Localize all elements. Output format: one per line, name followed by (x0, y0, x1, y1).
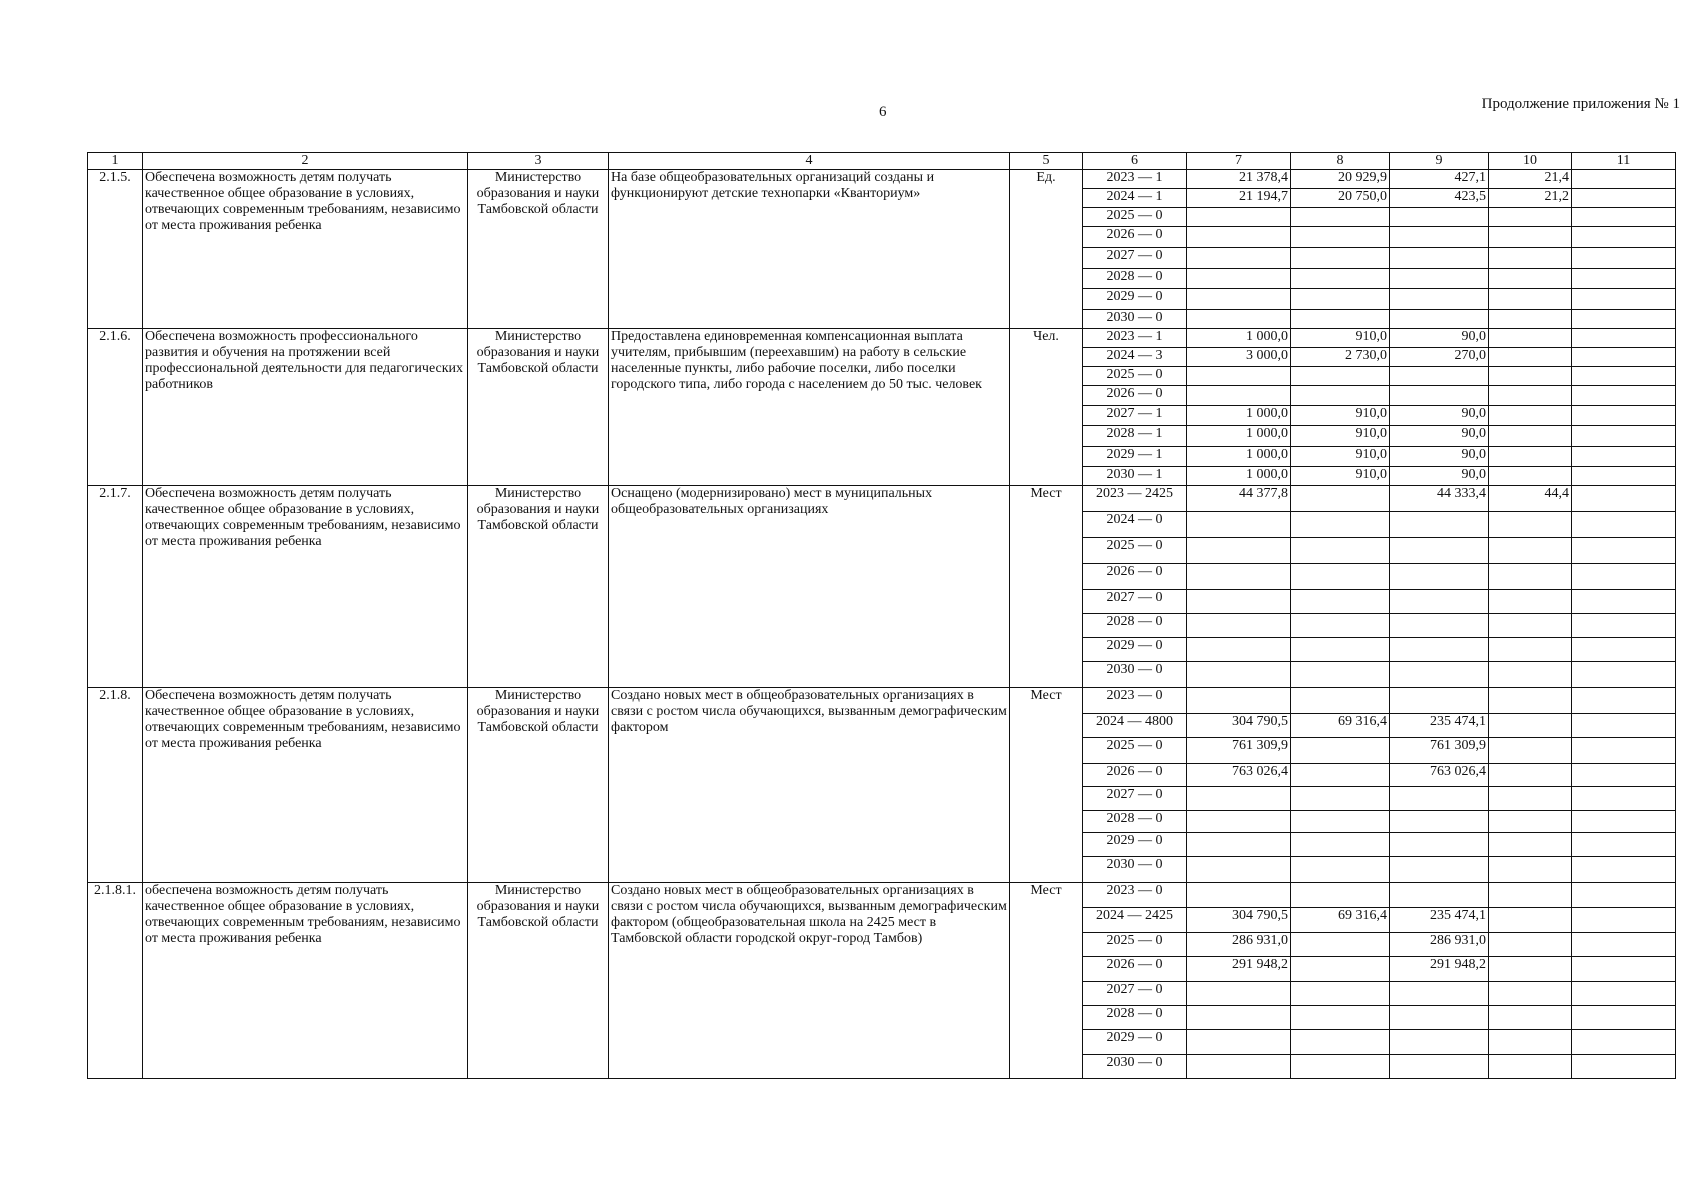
amount-total: 1 000,0 (1187, 467, 1291, 486)
amount-other (1572, 883, 1676, 908)
amount-other (1572, 688, 1676, 714)
amount-local (1489, 662, 1572, 688)
amount-other (1572, 170, 1676, 189)
amount-total (1187, 857, 1291, 883)
amount-other (1572, 189, 1676, 208)
amount-regional (1390, 367, 1489, 386)
header-col-4: 4 (609, 153, 1010, 170)
amount-local (1489, 564, 1572, 590)
expected-result: Обеспечена возможность детям получать качественное общее образование в условиях, отвечающих современным требованиям, независимо от места проживания ребенка (143, 688, 468, 883)
amount-total: 1 000,0 (1187, 329, 1291, 348)
amount-regional (1390, 564, 1489, 590)
year-value: 2030 — 1 (1083, 467, 1187, 486)
year-value: 2030 — 0 (1083, 857, 1187, 883)
amount-local (1489, 310, 1572, 329)
amount-local (1489, 833, 1572, 857)
year-value: 2025 — 0 (1083, 538, 1187, 564)
amount-total (1187, 638, 1291, 662)
year-value: 2029 — 0 (1083, 833, 1187, 857)
year-value: 2029 — 0 (1083, 638, 1187, 662)
amount-local (1489, 957, 1572, 982)
amount-local (1489, 811, 1572, 833)
year-value: 2028 — 0 (1083, 614, 1187, 638)
amount-local: 21,2 (1489, 189, 1572, 208)
year-value: 2026 — 0 (1083, 564, 1187, 590)
amount-federal (1291, 982, 1390, 1006)
header-col-11: 11 (1572, 153, 1676, 170)
amount-other (1572, 714, 1676, 738)
expected-result: Обеспечена возможность детям получать качественное общее образование в условиях, отвечающих современным требованиям, независимо от места проживания ребенка (143, 486, 468, 688)
amount-other (1572, 248, 1676, 269)
table-row (88, 883, 1676, 908)
amount-other (1572, 811, 1676, 833)
amount-other (1572, 662, 1676, 688)
year-value: 2029 — 0 (1083, 1030, 1187, 1055)
expected-result: обеспечена возможность детям получать качественное общее образование в условиях, отвечающих современным требованиям, независимо от места проживания ребенка (143, 883, 468, 1079)
year-value: 2026 — 0 (1083, 386, 1187, 406)
amount-federal (1291, 638, 1390, 662)
responsible-executor: Министерство образования и науки Тамбовской области (468, 883, 609, 1079)
amount-other (1572, 467, 1676, 486)
amount-federal (1291, 367, 1390, 386)
measure-group (88, 688, 1676, 883)
year-value: 2024 — 3 (1083, 348, 1187, 367)
amount-federal (1291, 1055, 1390, 1079)
table-row (88, 170, 1676, 189)
year-value: 2025 — 0 (1083, 208, 1187, 227)
amount-other (1572, 406, 1676, 426)
measure-group (88, 329, 1676, 486)
amount-local (1489, 857, 1572, 883)
amount-regional (1390, 857, 1489, 883)
amount-regional: 763 026,4 (1390, 764, 1489, 787)
amount-regional (1390, 269, 1489, 289)
amount-local (1489, 208, 1572, 227)
measure-number: 2.1.8. (88, 688, 143, 883)
amount-other (1572, 614, 1676, 638)
year-value: 2030 — 0 (1083, 662, 1187, 688)
indicator-name: Оснащено (модернизировано) мест в муниципальных общеобразовательных организациях (609, 486, 1010, 688)
amount-total: 3 000,0 (1187, 348, 1291, 367)
year-value: 2024 — 2425 (1083, 908, 1187, 933)
amount-total (1187, 289, 1291, 310)
amount-total (1187, 512, 1291, 538)
amount-regional (1390, 590, 1489, 614)
amount-regional (1390, 310, 1489, 329)
amount-regional: 291 948,2 (1390, 957, 1489, 982)
amount-local (1489, 982, 1572, 1006)
year-value: 2027 — 0 (1083, 590, 1187, 614)
amount-other (1572, 638, 1676, 662)
table-row (88, 486, 1676, 512)
year-value: 2028 — 0 (1083, 1006, 1187, 1030)
amount-regional: 90,0 (1390, 447, 1489, 467)
amount-local (1489, 688, 1572, 714)
amount-federal: 910,0 (1291, 467, 1390, 486)
header-col-2: 2 (143, 153, 468, 170)
amount-total (1187, 564, 1291, 590)
amount-regional (1390, 512, 1489, 538)
year-value: 2023 — 2425 (1083, 486, 1187, 512)
amount-regional (1390, 833, 1489, 857)
amount-other (1572, 738, 1676, 764)
measure-number: 2.1.7. (88, 486, 143, 688)
amount-total (1187, 367, 1291, 386)
responsible-executor: Министерство образования и науки Тамбовской области (468, 170, 609, 329)
year-value: 2030 — 0 (1083, 310, 1187, 329)
amount-total (1187, 614, 1291, 638)
amount-regional (1390, 638, 1489, 662)
amount-regional: 270,0 (1390, 348, 1489, 367)
amount-local (1489, 614, 1572, 638)
header-col-10: 10 (1489, 153, 1572, 170)
amount-regional: 286 931,0 (1390, 933, 1489, 957)
year-value: 2026 — 0 (1083, 764, 1187, 787)
amount-federal (1291, 811, 1390, 833)
amount-other (1572, 512, 1676, 538)
amount-federal: 910,0 (1291, 406, 1390, 426)
amount-federal: 20 929,9 (1291, 170, 1390, 189)
amount-other (1572, 367, 1676, 386)
amount-regional (1390, 538, 1489, 564)
indicator-name: Предоставлена единовременная компенсационная выплата учителям, прибывшим (переехавшим) на работу в сельские населенные пункты, либо рабочие поселки, либо поселки городского типа, либо города с населением до 50 тыс. человек (609, 329, 1010, 486)
year-value: 2029 — 1 (1083, 447, 1187, 467)
amount-total: 1 000,0 (1187, 426, 1291, 447)
table-row (88, 688, 1676, 714)
amount-total: 1 000,0 (1187, 406, 1291, 426)
amount-regional (1390, 982, 1489, 1006)
amount-total (1187, 248, 1291, 269)
amount-federal (1291, 289, 1390, 310)
amount-regional (1390, 386, 1489, 406)
responsible-executor: Министерство образования и науки Тамбовской области (468, 688, 609, 883)
amount-local (1489, 638, 1572, 662)
amount-other (1572, 564, 1676, 590)
amount-federal (1291, 208, 1390, 227)
amount-regional: 44 333,4 (1390, 486, 1489, 512)
amount-other (1572, 933, 1676, 957)
amount-regional: 235 474,1 (1390, 714, 1489, 738)
amount-federal (1291, 738, 1390, 764)
amount-regional: 423,5 (1390, 189, 1489, 208)
amount-total: 763 026,4 (1187, 764, 1291, 787)
amount-federal (1291, 386, 1390, 406)
continuation-label: Продолжение приложения № 1 (1481, 96, 1680, 112)
amount-other (1572, 1055, 1676, 1079)
amount-local (1489, 738, 1572, 764)
amount-other (1572, 908, 1676, 933)
page-number: 6 (879, 104, 887, 120)
amount-regional (1390, 208, 1489, 227)
amount-other (1572, 310, 1676, 329)
amount-federal: 910,0 (1291, 447, 1390, 467)
amount-total (1187, 1030, 1291, 1055)
amount-other (1572, 348, 1676, 367)
amount-total: 21 378,4 (1187, 170, 1291, 189)
amount-local (1489, 248, 1572, 269)
amount-other (1572, 486, 1676, 512)
amount-other (1572, 590, 1676, 614)
amount-total (1187, 538, 1291, 564)
year-value: 2026 — 0 (1083, 227, 1187, 248)
amount-regional: 235 474,1 (1390, 908, 1489, 933)
amount-federal (1291, 933, 1390, 957)
amount-total (1187, 227, 1291, 248)
amount-federal (1291, 269, 1390, 289)
amount-local (1489, 908, 1572, 933)
year-value: 2023 — 0 (1083, 883, 1187, 908)
amount-other (1572, 833, 1676, 857)
amount-federal (1291, 764, 1390, 787)
amount-total (1187, 833, 1291, 857)
measure-number: 2.1.8.1. (88, 883, 143, 1079)
year-value: 2029 — 0 (1083, 289, 1187, 310)
amount-regional (1390, 1006, 1489, 1030)
unit-of-measure: Мест (1010, 688, 1083, 883)
amount-regional (1390, 248, 1489, 269)
responsible-executor: Министерство образования и науки Тамбовской области (468, 329, 609, 486)
amount-regional (1390, 662, 1489, 688)
year-value: 2023 — 0 (1083, 688, 1187, 714)
amount-local (1489, 538, 1572, 564)
amount-federal (1291, 857, 1390, 883)
amount-local: 21,4 (1489, 170, 1572, 189)
amount-local (1489, 289, 1572, 310)
amount-federal (1291, 833, 1390, 857)
amount-regional: 427,1 (1390, 170, 1489, 189)
amount-local (1489, 406, 1572, 426)
header-row (88, 153, 1676, 170)
amount-federal (1291, 310, 1390, 329)
amount-federal (1291, 614, 1390, 638)
measure-group (88, 170, 1676, 329)
unit-of-measure: Мест (1010, 486, 1083, 688)
year-value: 2027 — 0 (1083, 787, 1187, 811)
expected-result: Обеспечена возможность профессионального развития и обучения на протяжении всей профессиональной деятельности для педагогических работников (143, 329, 468, 486)
amount-local (1489, 764, 1572, 787)
year-value: 2024 — 1 (1083, 189, 1187, 208)
year-value: 2023 — 1 (1083, 170, 1187, 189)
amount-federal (1291, 227, 1390, 248)
amount-local (1489, 386, 1572, 406)
header-col-9: 9 (1390, 153, 1489, 170)
year-value: 2023 — 1 (1083, 329, 1187, 348)
year-value: 2027 — 0 (1083, 248, 1187, 269)
amount-regional (1390, 883, 1489, 908)
amount-regional (1390, 227, 1489, 248)
amount-local (1489, 883, 1572, 908)
amount-federal (1291, 486, 1390, 512)
measure-group (88, 883, 1676, 1079)
amount-federal: 69 316,4 (1291, 714, 1390, 738)
year-value: 2028 — 0 (1083, 811, 1187, 833)
header-col-1: 1 (88, 153, 143, 170)
amount-other (1572, 227, 1676, 248)
amount-local (1489, 714, 1572, 738)
amount-local (1489, 1030, 1572, 1055)
amount-other (1572, 982, 1676, 1006)
amount-local (1489, 269, 1572, 289)
amount-federal (1291, 1006, 1390, 1030)
amount-local (1489, 447, 1572, 467)
amount-federal (1291, 564, 1390, 590)
measure-number: 2.1.5. (88, 170, 143, 329)
amount-total (1187, 590, 1291, 614)
amount-federal (1291, 1030, 1390, 1055)
amount-total (1187, 982, 1291, 1006)
amount-federal (1291, 538, 1390, 564)
amount-local (1489, 426, 1572, 447)
year-value: 2028 — 0 (1083, 269, 1187, 289)
year-value: 2028 — 1 (1083, 426, 1187, 447)
year-value: 2024 — 4800 (1083, 714, 1187, 738)
amount-federal (1291, 688, 1390, 714)
amount-federal (1291, 590, 1390, 614)
amount-other (1572, 957, 1676, 982)
amount-federal: 69 316,4 (1291, 908, 1390, 933)
amount-total (1187, 883, 1291, 908)
amount-local: 44,4 (1489, 486, 1572, 512)
unit-of-measure: Чел. (1010, 329, 1083, 486)
amount-total (1187, 386, 1291, 406)
amount-total (1187, 269, 1291, 289)
amount-regional (1390, 688, 1489, 714)
amount-regional: 90,0 (1390, 406, 1489, 426)
amount-total: 1 000,0 (1187, 447, 1291, 467)
amount-local (1489, 367, 1572, 386)
amount-other (1572, 538, 1676, 564)
amount-local (1489, 933, 1572, 957)
amount-total: 291 948,2 (1187, 957, 1291, 982)
amount-regional (1390, 1030, 1489, 1055)
amount-total: 286 931,0 (1187, 933, 1291, 957)
year-value: 2024 — 0 (1083, 512, 1187, 538)
header-col-5: 5 (1010, 153, 1083, 170)
amount-regional (1390, 1055, 1489, 1079)
amount-other (1572, 764, 1676, 787)
amount-federal: 20 750,0 (1291, 189, 1390, 208)
unit-of-measure: Мест (1010, 883, 1083, 1079)
header-col-7: 7 (1187, 153, 1291, 170)
unit-of-measure: Ед. (1010, 170, 1083, 329)
table-row (88, 329, 1676, 348)
header-col-3: 3 (468, 153, 609, 170)
amount-total (1187, 310, 1291, 329)
amount-federal: 910,0 (1291, 426, 1390, 447)
header-col-8: 8 (1291, 153, 1390, 170)
amount-regional: 90,0 (1390, 467, 1489, 486)
amount-other (1572, 787, 1676, 811)
amount-total (1187, 1055, 1291, 1079)
amount-regional (1390, 614, 1489, 638)
amount-federal (1291, 512, 1390, 538)
amount-federal (1291, 957, 1390, 982)
amount-regional: 90,0 (1390, 329, 1489, 348)
amount-federal (1291, 787, 1390, 811)
year-value: 2030 — 0 (1083, 1055, 1187, 1079)
amount-federal (1291, 662, 1390, 688)
amount-local (1489, 1055, 1572, 1079)
amount-regional (1390, 811, 1489, 833)
amount-other (1572, 386, 1676, 406)
expected-result: Обеспечена возможность детям получать качественное общее образование в условиях, отвечающих современным требованиям, независимо от места проживания ребенка (143, 170, 468, 329)
amount-local (1489, 467, 1572, 486)
amount-other (1572, 329, 1676, 348)
amount-local (1489, 590, 1572, 614)
year-value: 2027 — 0 (1083, 982, 1187, 1006)
indicator-name: Создано новых мест в общеобразовательных организациях в связи с ростом числа обучающихся, вызванным демографическим фактором (общеобразовательная школа на 2425 мест в Тамбовской области городской округ-город Тамбов) (609, 883, 1010, 1079)
amount-local (1489, 227, 1572, 248)
year-value: 2027 — 1 (1083, 406, 1187, 426)
measure-group (88, 486, 1676, 688)
amount-other (1572, 447, 1676, 467)
amount-federal: 2 730,0 (1291, 348, 1390, 367)
amount-total (1187, 787, 1291, 811)
indicator-name: Создано новых мест в общеобразовательных организациях в связи с ростом числа обучающихся, вызванным демографическим фактором (609, 688, 1010, 883)
indicator-name: На базе общеобразовательных организаций созданы и функционируют детские технопарки «Кванториум» (609, 170, 1010, 329)
measure-number: 2.1.6. (88, 329, 143, 486)
amount-federal (1291, 883, 1390, 908)
amount-regional (1390, 787, 1489, 811)
amount-other (1572, 269, 1676, 289)
responsible-executor: Министерство образования и науки Тамбовской области (468, 486, 609, 688)
amount-other (1572, 289, 1676, 310)
amount-local (1489, 512, 1572, 538)
activities-table (87, 152, 1676, 1079)
amount-total (1187, 688, 1291, 714)
amount-other (1572, 1006, 1676, 1030)
amount-total: 21 194,7 (1187, 189, 1291, 208)
amount-total (1187, 811, 1291, 833)
header-col-6: 6 (1083, 153, 1187, 170)
amount-other (1572, 208, 1676, 227)
amount-federal (1291, 248, 1390, 269)
amount-other (1572, 426, 1676, 447)
amount-other (1572, 857, 1676, 883)
amount-total (1187, 1006, 1291, 1030)
year-value: 2025 — 0 (1083, 367, 1187, 386)
amount-local (1489, 329, 1572, 348)
amount-regional (1390, 289, 1489, 310)
amount-federal: 910,0 (1291, 329, 1390, 348)
amount-other (1572, 1030, 1676, 1055)
year-value: 2025 — 0 (1083, 738, 1187, 764)
year-value: 2025 — 0 (1083, 933, 1187, 957)
amount-total: 761 309,9 (1187, 738, 1291, 764)
amount-total (1187, 208, 1291, 227)
amount-total: 44 377,8 (1187, 486, 1291, 512)
amount-total (1187, 662, 1291, 688)
amount-local (1489, 787, 1572, 811)
amount-local (1489, 348, 1572, 367)
amount-regional: 90,0 (1390, 426, 1489, 447)
year-value: 2026 — 0 (1083, 957, 1187, 982)
amount-local (1489, 1006, 1572, 1030)
amount-regional: 761 309,9 (1390, 738, 1489, 764)
amount-total: 304 790,5 (1187, 714, 1291, 738)
amount-total: 304 790,5 (1187, 908, 1291, 933)
